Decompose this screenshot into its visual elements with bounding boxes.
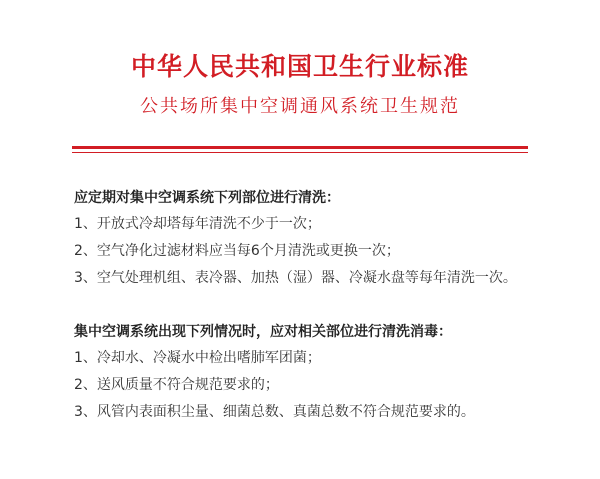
list-item: 2、空气净化过滤材料应当每6个月清洗或更换一次； xyxy=(74,243,400,259)
section-disinfection xyxy=(74,322,554,429)
list-item: 3、风管内表面积尘量、细菌总数、真菌总数不符合规范要求的。 xyxy=(74,404,475,420)
header-divider-thick xyxy=(72,146,528,149)
page-title: 中华人民共和国卫生行业标准 xyxy=(130,52,469,81)
list-item: 3、空气处理机组、表冷器、加热（湿）器、冷凝水盘等每年清洗一次。 xyxy=(74,270,517,286)
list-item: 1、冷却水、冷凝水中检出嗜肺军团菌； xyxy=(74,350,321,366)
section-heading: 集中空调系统出现下列情况时，应对相关部位进行清洗消毒： xyxy=(74,324,452,340)
section-cleaning xyxy=(74,188,554,295)
page-subtitle: 公共场所集中空调通风系统卫生规范 xyxy=(140,96,460,117)
section-heading: 应定期对集中空调系统下列部位进行清洗： xyxy=(74,190,340,206)
header-divider-thin xyxy=(72,152,528,153)
list-item: 2、送风质量不符合规范要求的； xyxy=(74,377,279,393)
list-item: 1、开放式冷却塔每年清洗不少于一次； xyxy=(74,216,321,232)
